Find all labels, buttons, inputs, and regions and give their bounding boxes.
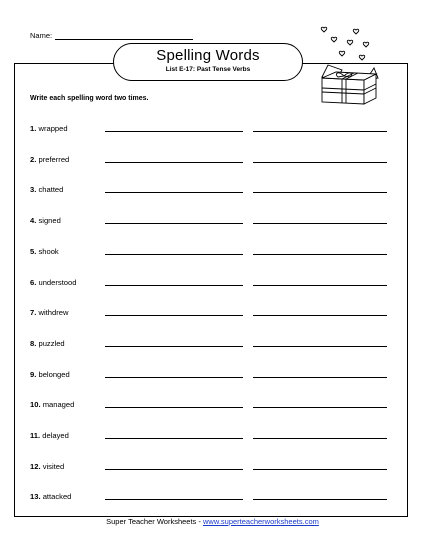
word-row xyxy=(30,247,400,261)
word-text: wrapped xyxy=(38,124,68,133)
write-line-1[interactable] xyxy=(105,469,243,470)
write-line-2[interactable] xyxy=(253,438,387,439)
spelling-word xyxy=(30,247,59,256)
spelling-word xyxy=(30,431,69,440)
word-number: 6. xyxy=(30,277,37,287)
word-row xyxy=(30,308,400,322)
write-line-1[interactable] xyxy=(105,192,243,193)
write-line-2[interactable] xyxy=(253,469,387,470)
write-line-1[interactable] xyxy=(105,346,243,347)
word-number: 3. xyxy=(30,185,37,195)
spelling-word xyxy=(30,492,71,501)
word-text: understood xyxy=(38,277,77,287)
word-text: delayed xyxy=(42,431,69,440)
word-number: 11. xyxy=(30,431,41,440)
write-line-2[interactable] xyxy=(253,499,387,500)
word-row xyxy=(30,370,400,384)
word-number: 5. xyxy=(30,246,37,256)
name-label: Name: xyxy=(30,31,53,40)
word-number: 10. xyxy=(30,400,41,410)
spelling-word xyxy=(30,278,76,287)
word-row xyxy=(30,185,400,199)
word-row xyxy=(30,124,400,138)
word-text: managed xyxy=(42,400,75,410)
write-line-2[interactable] xyxy=(253,162,387,163)
word-row xyxy=(30,492,400,506)
write-line-2[interactable] xyxy=(253,131,387,132)
word-number: 12. xyxy=(30,461,41,471)
spelling-word xyxy=(30,308,68,317)
spelling-word xyxy=(30,339,65,348)
word-row xyxy=(30,462,400,476)
word-row xyxy=(30,339,400,353)
word-row xyxy=(30,278,400,292)
write-line-2[interactable] xyxy=(253,254,387,255)
spelling-word xyxy=(30,216,61,225)
write-line-1[interactable] xyxy=(105,407,243,408)
write-line-2[interactable] xyxy=(253,407,387,408)
write-line-2[interactable] xyxy=(253,346,387,347)
name-field xyxy=(30,30,193,40)
write-line-1[interactable] xyxy=(105,285,243,286)
footer-text: Super Teacher Worksheets - xyxy=(106,517,203,526)
page-title: Spelling Words xyxy=(156,47,260,64)
word-row xyxy=(30,400,400,414)
word-text: preferred xyxy=(38,154,70,164)
write-line-1[interactable] xyxy=(105,499,243,500)
word-text: puzzled xyxy=(38,338,65,348)
write-line-1[interactable] xyxy=(105,315,243,316)
write-line-1[interactable] xyxy=(105,254,243,255)
word-text: signed xyxy=(38,216,61,226)
word-number: 8. xyxy=(30,338,37,348)
spelling-word xyxy=(30,462,64,471)
write-line-1[interactable] xyxy=(105,131,243,132)
write-line-2[interactable] xyxy=(253,315,387,316)
word-number: 1. xyxy=(30,124,37,133)
spelling-word xyxy=(30,155,69,164)
title-banner xyxy=(113,43,303,81)
footer-link[interactable]: www.superteacherworksheets.com xyxy=(202,517,319,526)
word-number: 2. xyxy=(30,154,37,164)
word-text: attacked xyxy=(42,492,72,502)
page-subtitle: List E-17: Past Tense Verbs xyxy=(165,66,251,73)
word-text: belonged xyxy=(38,369,70,379)
footer xyxy=(0,517,425,526)
word-number: 13. xyxy=(30,492,41,502)
write-line-1[interactable] xyxy=(105,438,243,439)
word-row xyxy=(30,216,400,230)
write-line-2[interactable] xyxy=(253,223,387,224)
write-line-2[interactable] xyxy=(253,285,387,286)
spelling-word xyxy=(30,124,68,133)
write-line-2[interactable] xyxy=(253,192,387,193)
spelling-word xyxy=(30,185,63,194)
word-number: 9. xyxy=(30,369,37,379)
word-number: 7. xyxy=(30,308,37,318)
word-text: visited xyxy=(42,461,65,471)
write-line-1[interactable] xyxy=(105,223,243,224)
word-row xyxy=(30,155,400,169)
write-line-1[interactable] xyxy=(105,377,243,378)
write-line-2[interactable] xyxy=(253,377,387,378)
word-text: shook xyxy=(38,246,59,256)
word-row xyxy=(30,431,400,445)
name-line[interactable] xyxy=(55,30,193,40)
instructions: Write each spelling word two times. xyxy=(30,95,149,102)
word-number: 4. xyxy=(30,216,37,226)
word-text: withdrew xyxy=(38,308,69,318)
word-text: chatted xyxy=(38,185,64,195)
gift-box-with-hearts-icon xyxy=(312,22,384,110)
write-line-1[interactable] xyxy=(105,162,243,163)
spelling-word xyxy=(30,370,70,379)
spelling-word xyxy=(30,400,74,409)
